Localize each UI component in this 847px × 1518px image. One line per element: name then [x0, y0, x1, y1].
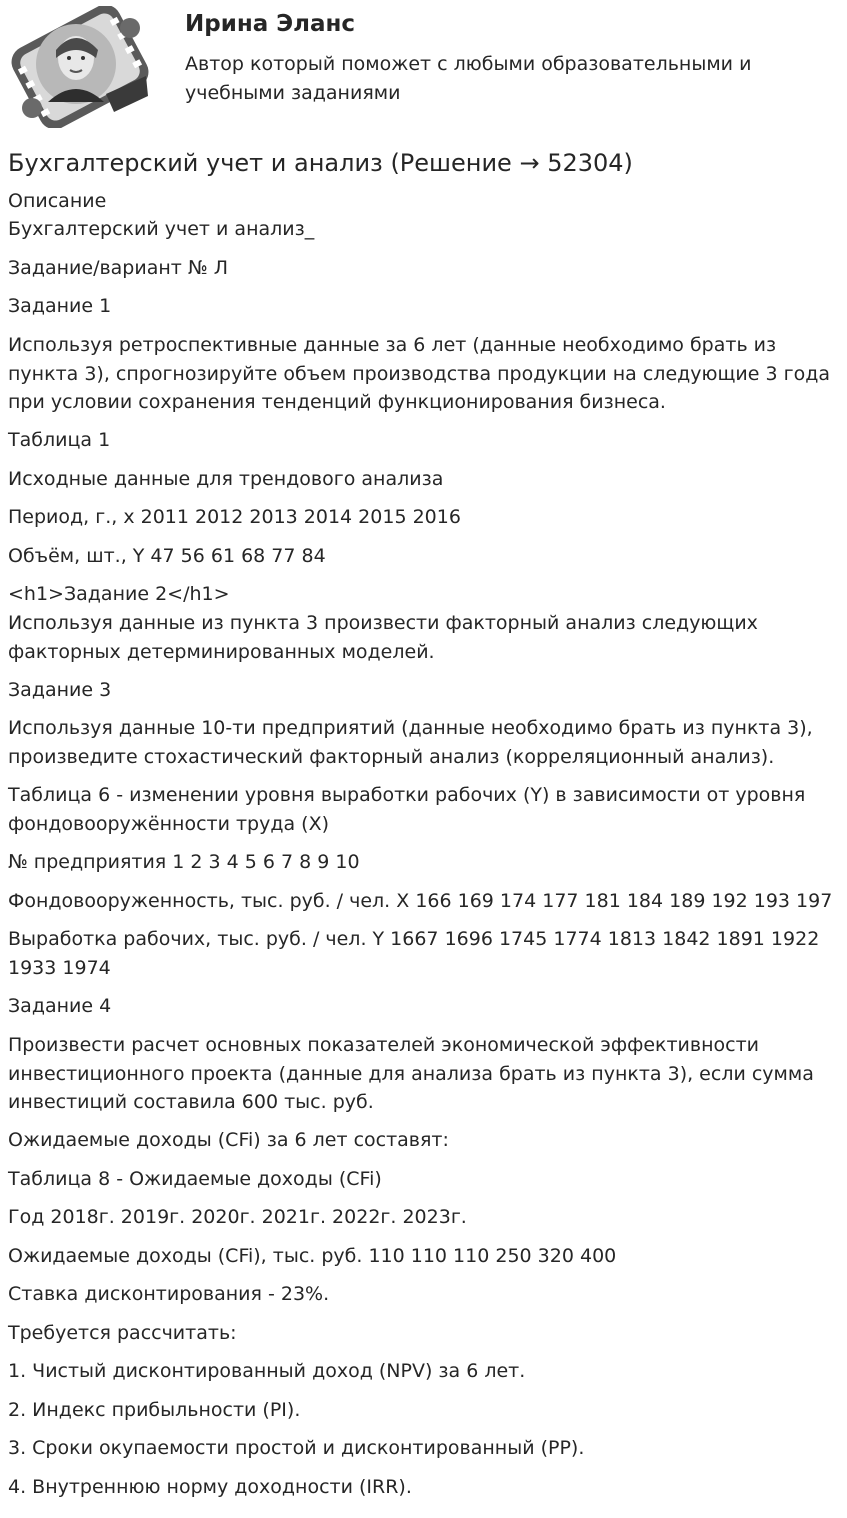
- table-row-text: № предприятия 1 2 3 4 5 6 7 8 9 10: [8, 851, 360, 873]
- paragraph: Произвести расчет основных показателей экономической эффективности инвестиционного проекта (данные для анализа брать из пункта 3), если сумма инвестиций составила 600 тыс. руб.: [8, 1034, 814, 1113]
- task-heading: Задание 4: [8, 995, 112, 1017]
- author-name: Ирина Эланс: [185, 11, 356, 37]
- table-row-text: Выработка рабочих, тыс. руб. / чел. Y 1667 1696 1745 1774 1813 1842 1891 1922 1933 1974: [8, 928, 820, 979]
- table-row-text: Объём, шт., Y 47 56 61 68 77 84: [8, 545, 326, 567]
- table-row-text: Период, г., x 2011 2012 2013 2014 2015 2016: [8, 506, 461, 528]
- paragraph: Используя ретроспективные данные за 6 лет (данные необходимо брать из пункта 3), спрогнозируйте объем производства продукции на следующие 3 года при условии сохранения тенденций функционирования бизнеса.: [8, 334, 831, 413]
- table-row-text: Ожидаемые доходы (CFi), тыс. руб. 110 110 110 250 320 400: [8, 1245, 617, 1267]
- task-heading: <h1>Задание 2</h1>: [8, 583, 230, 605]
- task-heading: Задание 1: [8, 295, 112, 317]
- section-label-description: Описание: [8, 190, 107, 212]
- author-description: Автор который поможет с любыми образовательными и учебными заданиями: [185, 53, 752, 104]
- table-row-text: Год 2018г. 2019г. 2020г. 2021г. 2022г. 2023г.: [8, 1206, 467, 1228]
- paragraph: Требуется рассчитать:: [8, 1322, 237, 1344]
- page-title: Бухгалтерский учет и анализ (Решение → 52304): [8, 149, 633, 177]
- paragraph: Ожидаемые доходы (CFi) за 6 лет составят:: [8, 1129, 449, 1151]
- table-row-text: Фондовооруженность, тыс. руб. / чел. X 166 169 174 177 181 184 189 192 193 197: [8, 890, 833, 912]
- task-heading: Задание 3: [8, 679, 112, 701]
- paragraph: Используя данные 10-ти предприятий (данные необходимо брать из пункта 3), произведите стохастический факторный анализ (корреляционный анализ).: [8, 717, 813, 768]
- list-item: 1. Чистый дисконтированный доход (NPV) за 6 лет.: [8, 1360, 526, 1382]
- table-caption: Таблица 8 - Ожидаемые доходы (CFi): [8, 1168, 382, 1190]
- list-item: 3. Сроки окупаемости простой и дисконтированный (PP).: [8, 1437, 585, 1459]
- paragraph: Используя данные из пункта 3 произвести факторный анализ следующих факторных детерминированных моделей.: [8, 612, 758, 663]
- list-item: 2. Индекс прибыльности (PI).: [8, 1399, 301, 1421]
- author-header: [0, 0, 847, 140]
- author-avatar: [6, 6, 154, 128]
- paragraph: Ставка дисконтирования - 23%.: [8, 1283, 330, 1305]
- paragraph: Задание/вариант № Л: [8, 257, 228, 279]
- list-item: 4. Внутреннюю норму доходности (IRR).: [8, 1476, 412, 1498]
- paragraph: Исходные данные для трендового анализа: [8, 468, 444, 490]
- table-caption: Таблица 1: [8, 429, 111, 451]
- table-caption: Таблица 6 - изменении уровня выработки рабочих (Y) в зависимости от уровня фондовооружённости труда (X): [8, 784, 806, 835]
- paragraph: Бухгалтерский учет и анализ_: [8, 218, 315, 240]
